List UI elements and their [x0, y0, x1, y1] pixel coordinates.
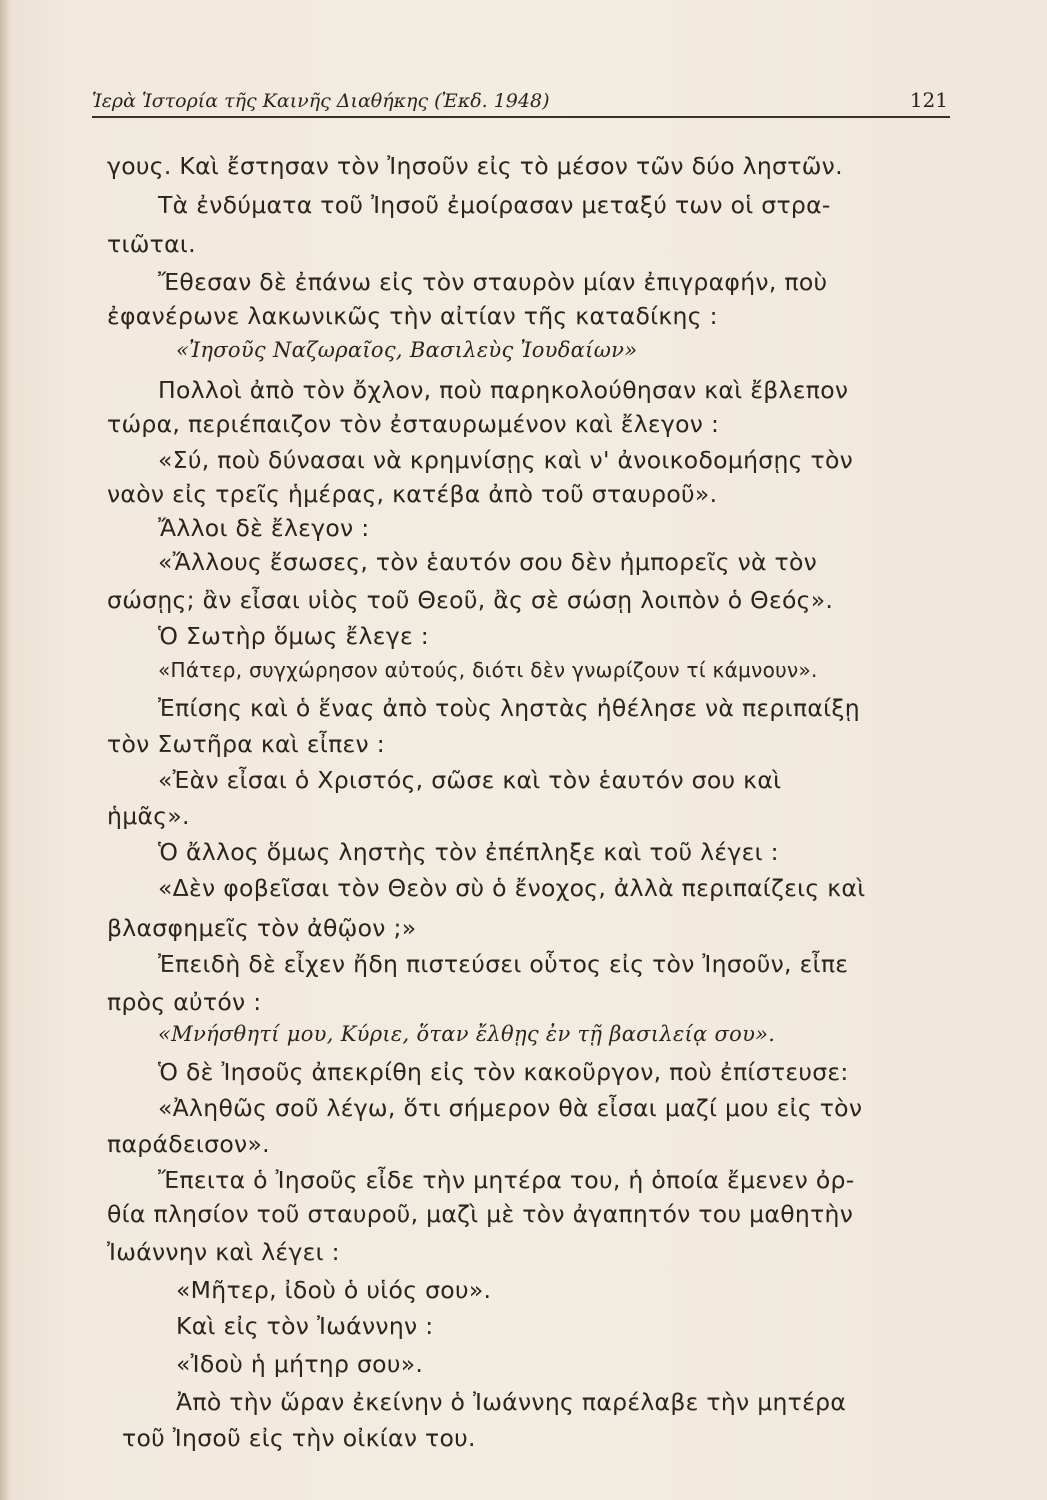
- text-line: πρὸς αὐτόν :: [107, 988, 262, 1016]
- text-line: «Ἀληθῶς σοῦ λέγω, ὅτι σήμερον θὰ εἶσαι μαζί μου εἰς τὸν: [158, 1094, 863, 1122]
- text-line: τώρα, περιέπαιζον τὸν ἐσταυρωμένον καὶ ἔλεγον :: [107, 410, 720, 438]
- text-line: «Πάτερ, συγχώρησον αὐτούς, διότι δὲν γνωρίζουν τί κάμνουν».: [158, 658, 818, 682]
- text-line: «Μῆτερ, ἰδοὺ ὁ υἱός σου».: [176, 1276, 492, 1304]
- text-line: Ἔπειτα ὁ Ἰησοῦς εἶδε τὴν μητέρα του, ἡ ὁποία ἔμενεν ὀρ-: [158, 1166, 855, 1194]
- inscription-quote: «Ἰησοῦς Ναζωραῖος, Βασιλεὺς Ἰουδαίων»: [176, 338, 638, 362]
- text-line: Ὁ δὲ Ἰησοῦς ἀπεκρίθη εἰς τὸν κακοῦργον, ποὺ ἐπίστευσε:: [158, 1058, 849, 1086]
- text-line: Ἀπὸ τὴν ὥραν ἐκείνην ὁ Ἰωάννης παρέλαβε τὴν μητέρα: [176, 1388, 847, 1416]
- text-line: θία πλησίον τοῦ σταυροῦ, μαζὶ μὲ τὸν ἀγαπητόν του μαθητὴν: [107, 1200, 854, 1228]
- text-line: Ἐπίσης καὶ ὁ ἕνας ἀπὸ τοὺς ληστὰς ἠθέλησε νὰ περιπαίξῃ: [158, 694, 860, 722]
- running-header: [92, 80, 950, 118]
- text-line: Ὁ ἄλλος ὅμως ληστὴς τὸν ἐπέπληξε καὶ τοῦ λέγει :: [158, 838, 779, 866]
- text-line: «Δὲν φοβεῖσαι τὸν Θεὸν σὺ ὁ ἔνοχος, ἀλλὰ περιπαίζεις καὶ: [158, 874, 866, 902]
- text-line: Ἰωάννην καὶ λέγει :: [107, 1238, 340, 1266]
- page-gutter-shadow: [0, 0, 10, 1500]
- text-line: γους. Καὶ ἔστησαν τὸν Ἰησοῦν εἰς τὸ μέσον τῶν δύο ληστῶν.: [107, 152, 843, 180]
- header-title: Ἱερὰ Ἱστορία τῆς Καινῆς Διαθήκης (Ἐκδ. 1948): [92, 90, 550, 112]
- page-number: 121: [909, 88, 948, 112]
- text-line: τοῦ Ἰησοῦ εἰς τὴν οἰκίαν του.: [122, 1424, 476, 1452]
- text-line: «Μνήσθητί μου, Κύριε, ὅταν ἔλθῃς ἐν τῇ βασιλείᾳ σου».: [158, 1022, 776, 1046]
- text-line: ἡμᾶς».: [107, 802, 190, 830]
- text-line: βλασφημεῖς τὸν ἀθῷον ;»: [107, 914, 417, 942]
- text-line: Ἐπειδὴ δὲ εἶχεν ἤδη πιστεύσει οὗτος εἰς τὸν Ἰησοῦν, εἶπε: [158, 950, 849, 978]
- text-line: σώσῃς; ἂν εἶσαι υἱὸς τοῦ Θεοῦ, ἂς σὲ σώσῃ λοιπὸν ὁ Θεός».: [107, 586, 834, 614]
- text-line: Ὁ Σωτὴρ ὅμως ἔλεγε :: [158, 622, 429, 650]
- text-line: ἐφανέρωνε λακωνικῶς τὴν αἰτίαν τῆς καταδίκης :: [107, 302, 718, 330]
- text-line: Ἔθεσαν δὲ ἐπάνω εἰς τὸν σταυρὸν μίαν ἐπιγραφήν, ποὺ: [158, 268, 828, 296]
- text-line: Τὰ ἐνδύματα τοῦ Ἰησοῦ ἐμοίρασαν μεταξύ των οἱ στρα-: [158, 191, 831, 219]
- text-line: Πολλοὶ ἀπὸ τὸν ὄχλον, ποὺ παρηκολούθησαν καὶ ἔβλεπον: [158, 376, 849, 404]
- text-line: Ἄλλοι δὲ ἔλεγον :: [158, 514, 370, 542]
- text-line: «Ἐὰν εἶσαι ὁ Χριστός, σῶσε καὶ τὸν ἑαυτόν σου καὶ: [158, 766, 782, 794]
- text-line: Καὶ εἰς τὸν Ἰωάννην :: [176, 1312, 434, 1340]
- text-line: τιῶται.: [107, 230, 196, 258]
- text-line: «Σύ, ποὺ δύνασαι νὰ κρημνίσῃς καὶ ν' ἀνοικοδομήσῃς τὸν: [158, 446, 854, 474]
- text-line: παράδεισον».: [107, 1130, 270, 1158]
- text-line: «Ἰδοὺ ἡ μήτηρ σου».: [176, 1350, 424, 1378]
- text-line: τὸν Σωτῆρα καὶ εἶπεν :: [107, 730, 385, 758]
- text-line: «Ἄλλους ἔσωσες, τὸν ἑαυτόν σου δὲν ἠμπορεῖς νὰ τὸν: [158, 548, 818, 576]
- text-line: ναὸν εἰς τρεῖς ἡμέρας, κατέβα ἀπὸ τοῦ σταυροῦ».: [107, 480, 718, 508]
